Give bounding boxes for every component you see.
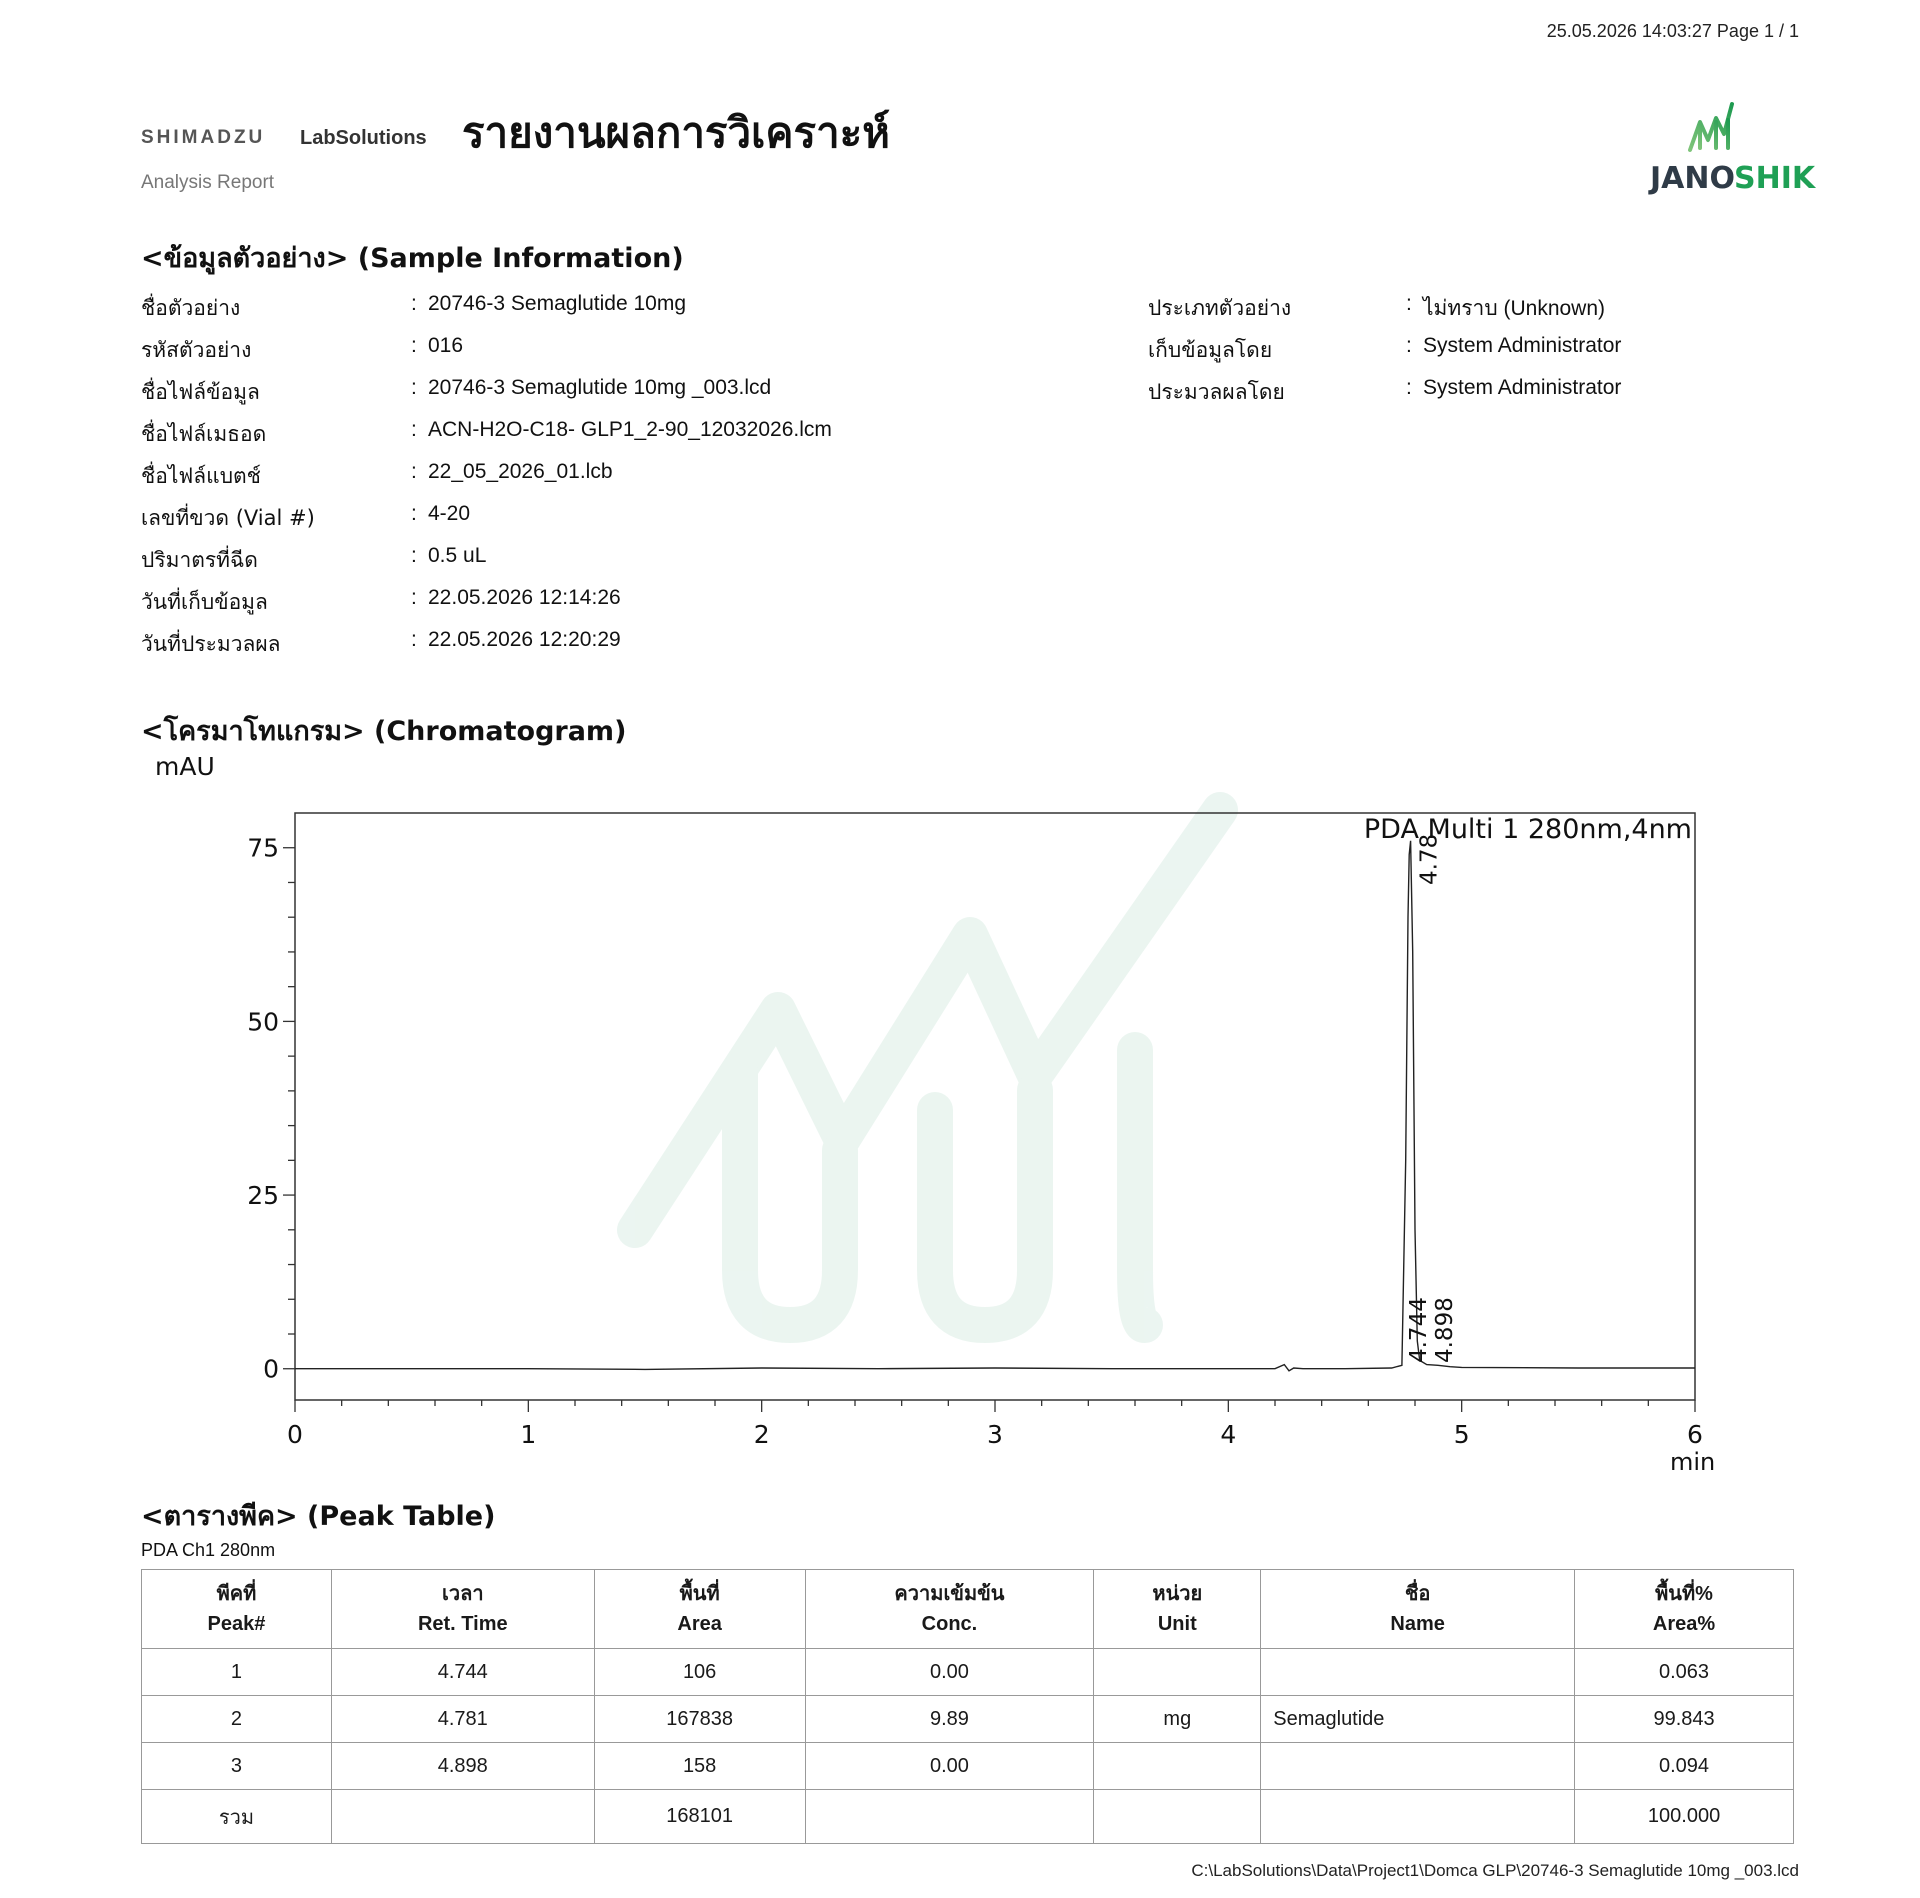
table-row (142, 1649, 1794, 1696)
info-colon: : (411, 586, 417, 609)
chromatogram-trace (295, 841, 1695, 1371)
x-tick-label: 1 (520, 1420, 537, 1449)
table-cell (1094, 1743, 1261, 1790)
svg-text:JANO: JANO (1650, 161, 1735, 196)
info-label: ชื่อไฟล์เมธอด (141, 422, 267, 446)
column-header (331, 1570, 594, 1649)
column-header-en: Area% (1652, 1613, 1716, 1635)
info-colon: : (411, 418, 417, 441)
table-cell: 158 (594, 1743, 805, 1790)
table-cell: Semaglutide (1261, 1696, 1575, 1743)
table-cell: 1 (142, 1649, 332, 1696)
table-cell: 0.094 (1575, 1743, 1794, 1790)
table-cell (1261, 1649, 1575, 1696)
chromatogram-heading: <โครมาโทแกรม> (Chromatogram) (141, 716, 627, 747)
info-label: ปริมาตรที่ฉีด (141, 548, 258, 572)
info-value: System Administrator (1423, 334, 1622, 357)
y-tick-label: 25 (247, 1181, 279, 1211)
chart-title: PDA Multi 1 280nm,4nm (1363, 814, 1692, 845)
info-label: ประเภทตัวอย่าง (1148, 296, 1292, 320)
column-header-th: พีคที่ (216, 1583, 257, 1605)
peak-table-header-row (142, 1570, 1794, 1649)
info-label: ชื่อตัวอย่าง (141, 296, 241, 320)
file-path-footer: C:\LabSolutions\Data\Project1\Domca GLP\20746-3 Semaglutide 10mg _003.lcd (1191, 1861, 1799, 1880)
info-colon: : (411, 292, 417, 315)
table-cell: mg (1094, 1696, 1261, 1743)
info-colon: : (1406, 376, 1412, 399)
info-value: 0.5 uL (428, 544, 487, 567)
column-header-en: Name (1390, 1613, 1445, 1635)
column-header-th: เวลา (442, 1583, 484, 1605)
column-header-th: พื้นที่ (679, 1583, 720, 1605)
x-tick-label: 0 (287, 1420, 303, 1449)
info-value: 22_05_2026_01.lcb (428, 460, 613, 483)
report-title: รายงานผลการวิเคราะห์ (462, 108, 890, 157)
table-cell: 2 (142, 1696, 332, 1743)
info-colon: : (411, 376, 417, 399)
info-value: ไม่ทราบ (Unknown) (1423, 297, 1606, 320)
table-cell (331, 1790, 594, 1844)
report-subtitle: Analysis Report (141, 172, 275, 193)
brand-shimadzu: SHIMADZU (141, 127, 266, 148)
x-tick-label: 6 (1687, 1420, 1703, 1449)
column-header-en: Peak# (207, 1613, 266, 1635)
y-tick-label: 50 (247, 1007, 279, 1037)
peak-table-heading: <ตารางพีค> (Peak Table) (141, 1501, 496, 1532)
info-colon: : (1406, 334, 1412, 357)
peak-label: 4.744 (1405, 1297, 1432, 1363)
table-row (142, 1696, 1794, 1743)
info-colon: : (411, 502, 417, 525)
info-label: เลขที่ขวด (Vial #) (141, 506, 315, 530)
table-total-row (142, 1790, 1794, 1844)
info-label: ประมวลผลโดย (1148, 380, 1285, 404)
info-value: 20746-3 Semaglutide 10mg _003.lcd (428, 376, 772, 399)
info-label: ชื่อไฟล์แบตช์ (141, 464, 261, 488)
x-tick-label: 4 (1220, 1420, 1237, 1449)
info-colon: : (1406, 292, 1412, 315)
info-label: วันที่เก็บข้อมูล (141, 590, 268, 614)
info-colon: : (411, 334, 417, 357)
y-axis (247, 834, 295, 1384)
x-tick-label: 3 (987, 1420, 1003, 1449)
brand-labsolutions: LabSolutions (300, 127, 427, 149)
column-header (805, 1570, 1094, 1649)
column-header (1575, 1570, 1794, 1649)
svg-text:SHIK: SHIK (1734, 161, 1816, 196)
peak-table (141, 1569, 1794, 1844)
table-cell: 100.000 (1575, 1790, 1794, 1844)
janoshik-logo (1648, 100, 1816, 196)
watermark-logo (635, 810, 1220, 1325)
table-cell: 0.063 (1575, 1649, 1794, 1696)
x-tick-label: 5 (1453, 1420, 1470, 1449)
column-header (142, 1570, 332, 1649)
table-cell: 4.898 (331, 1743, 594, 1790)
table-row (142, 1743, 1794, 1790)
info-value: 4-20 (428, 502, 471, 525)
info-value: 22.05.2026 12:20:29 (428, 628, 621, 651)
info-colon: : (411, 628, 417, 651)
info-label: เก็บข้อมูลโดย (1148, 338, 1273, 362)
info-label: วันที่ประมวลผล (141, 632, 281, 656)
column-header (594, 1570, 805, 1649)
info-label: ชื่อไฟล์ข้อมูล (141, 380, 260, 404)
info-value: 22.05.2026 12:14:26 (428, 586, 621, 609)
table-cell: 99.843 (1575, 1696, 1794, 1743)
info-colon: : (411, 544, 417, 567)
column-header-en: Unit (1157, 1613, 1197, 1635)
table-cell (1261, 1790, 1575, 1844)
y-tick-label: 75 (247, 833, 279, 863)
info-label: รหัสตัวอย่าง (141, 338, 252, 362)
table-cell (1094, 1649, 1261, 1696)
sample-info-heading: <ข้อมูลตัวอย่าง> (Sample Information) (141, 243, 684, 274)
column-header-en: Conc. (921, 1613, 978, 1635)
chromatogram-chart (0, 750, 1920, 1480)
table-cell: 4.744 (331, 1649, 594, 1696)
table-cell: 167838 (594, 1696, 805, 1743)
peak-label: 4.78 (1416, 833, 1443, 885)
y-axis-unit: mAU (155, 752, 215, 781)
table-cell: 9.89 (805, 1696, 1094, 1743)
info-value: 20746-3 Semaglutide 10mg (428, 292, 687, 315)
table-cell (1094, 1790, 1261, 1844)
peak-table-channel: PDA Ch1 280nm (141, 1540, 276, 1560)
column-header-th: ชื่อ (1404, 1583, 1431, 1605)
table-cell (805, 1790, 1094, 1844)
table-cell: 168101 (594, 1790, 805, 1844)
column-header-en: Area (677, 1613, 722, 1635)
table-cell: รวม (142, 1790, 332, 1844)
table-cell (1261, 1743, 1575, 1790)
table-cell: 3 (142, 1743, 332, 1790)
column-header (1261, 1570, 1575, 1649)
info-value: ACN-H2O-C18- GLP1_2-90_12032026.lcm (428, 418, 832, 441)
column-header-en: Ret. Time (417, 1613, 508, 1635)
y-tick-label: 0 (263, 1354, 279, 1384)
x-tick-label: 2 (753, 1420, 770, 1449)
table-cell: 4.781 (331, 1696, 594, 1743)
column-header-th: หน่วย (1152, 1583, 1203, 1605)
report-timestamp: 25.05.2026 14:03:27 Page 1 / 1 (1546, 21, 1799, 41)
x-axis (287, 1400, 1703, 1449)
table-cell: 0.00 (805, 1743, 1094, 1790)
x-axis-unit: min (1670, 1448, 1716, 1476)
table-cell: 106 (594, 1649, 805, 1696)
column-header (1094, 1570, 1261, 1649)
column-header-th: พื้นที่% (1655, 1583, 1713, 1605)
column-header-th: ความเข้มข้น (894, 1583, 1005, 1605)
info-value: 016 (428, 334, 464, 357)
janoshik-logo-icon (1648, 100, 1816, 196)
table-cell: 0.00 (805, 1649, 1094, 1696)
peak-label: 4.898 (1431, 1297, 1458, 1363)
info-value: System Administrator (1423, 376, 1622, 399)
info-colon: : (411, 460, 417, 483)
